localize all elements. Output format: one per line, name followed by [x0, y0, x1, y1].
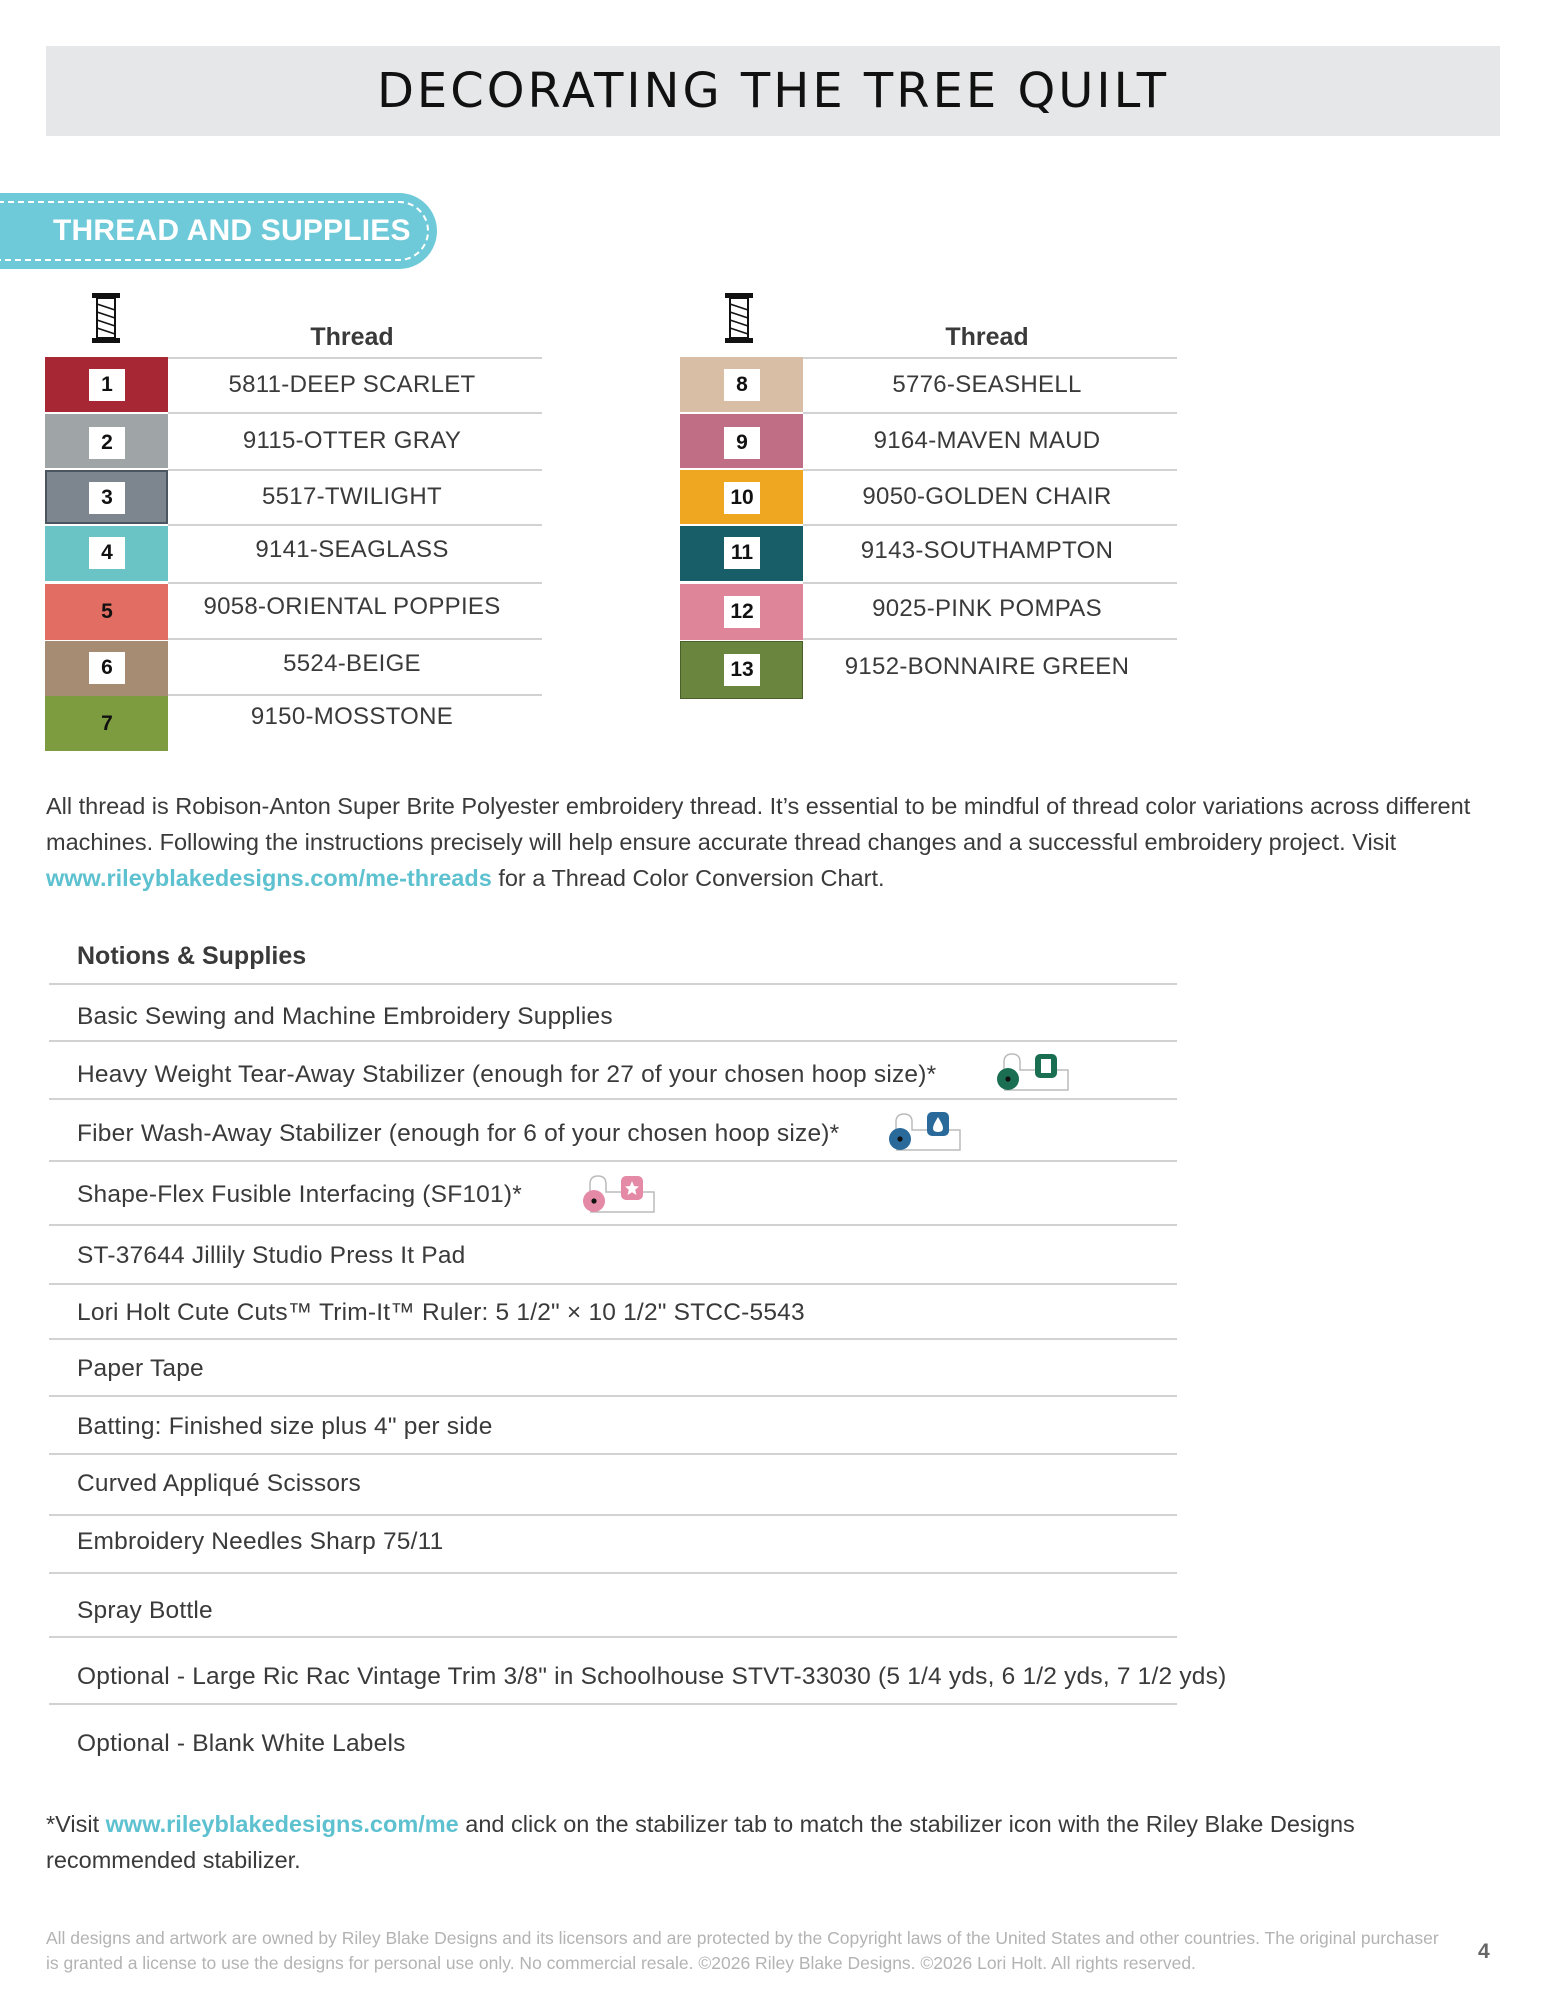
- thread-spool-icon: [724, 292, 754, 344]
- supply-item: Batting: Finished size plus 4" per side: [77, 1413, 493, 1440]
- table-divider: [49, 1636, 1177, 1638]
- thread-name: 9164-MAVEN MAUD: [873, 427, 1101, 454]
- thread-column-header: Thread: [310, 323, 394, 351]
- thread-swatch: [680, 641, 803, 699]
- table-divider: [168, 694, 542, 696]
- table-divider: [49, 1703, 1177, 1705]
- thread-swatch: [45, 414, 168, 468]
- page-title: DECORATING THE TREE QUILT: [376, 63, 1170, 119]
- supply-item: Heavy Weight Tear-Away Stabilizer (enough for 27 of your chosen hoop size)*: [77, 1061, 937, 1088]
- thread-number: 3: [89, 482, 125, 514]
- table-divider: [49, 1453, 1177, 1455]
- table-divider: [168, 524, 542, 526]
- table-divider: [49, 1395, 1177, 1397]
- table-divider: [168, 412, 542, 414]
- thread-number: 2: [89, 427, 125, 459]
- table-divider: [803, 412, 1177, 414]
- tear-away-stabilizer-icon: [990, 1048, 1070, 1092]
- fusible-interfacing-icon: [576, 1170, 656, 1214]
- thread-swatch: [680, 526, 803, 581]
- section-title: THREAD AND SUPPLIES: [53, 214, 411, 247]
- supply-item: Curved Appliqué Scissors: [77, 1470, 361, 1497]
- thread-number: 13: [724, 654, 760, 686]
- thread-name: 9025-PINK POMPAS: [872, 595, 1102, 622]
- table-divider: [803, 524, 1177, 526]
- thread-spool-icon: [91, 292, 121, 344]
- note-text: *Visit: [46, 1811, 106, 1837]
- table-divider: [49, 1572, 1177, 1574]
- thread-swatch: [45, 526, 168, 581]
- thread-name: 5811-DEEP SCARLET: [228, 371, 476, 398]
- supply-item: Optional - Blank White Labels: [77, 1730, 406, 1757]
- thread-number: 7: [101, 712, 113, 735]
- thread-number: 10: [724, 482, 760, 514]
- supply-item: Lori Holt Cute Cuts™ Trim-It™ Ruler: 5 1/2" × 10 1/2" STCC-5543: [77, 1299, 805, 1326]
- stabilizer-link[interactable]: www.rileyblakedesigns.com/me: [105, 1811, 459, 1837]
- thread-swatch: [45, 357, 168, 412]
- stabilizer-note: [46, 1806, 1500, 1878]
- table-divider: [803, 638, 1177, 640]
- thread-name: 5524-BEIGE: [283, 650, 421, 677]
- thread-swatch: [45, 584, 168, 640]
- table-divider: [49, 1098, 1177, 1100]
- table-divider: [49, 1338, 1177, 1340]
- thread-swatch: [45, 696, 168, 751]
- thread-number: 9: [724, 427, 760, 459]
- thread-swatch: [45, 470, 168, 524]
- thread-swatch: [680, 414, 803, 468]
- table-divider: [49, 1514, 1177, 1516]
- page-title-bar: [46, 46, 1500, 136]
- supply-item: Basic Sewing and Machine Embroidery Supplies: [77, 1003, 613, 1030]
- thread-name: 9115-OTTER GRAY: [242, 427, 462, 454]
- table-divider: [803, 357, 1177, 359]
- thread-number: 5: [101, 600, 113, 623]
- table-divider: [168, 469, 542, 471]
- table-divider: [49, 1040, 1177, 1042]
- paragraph-text: for a Thread Color Conversion Chart.: [491, 865, 885, 891]
- table-divider: [49, 983, 1177, 985]
- thread-number: 4: [89, 537, 125, 569]
- thread-number: 12: [724, 596, 760, 628]
- thread-number: 8: [724, 369, 760, 401]
- thread-number: 6: [89, 652, 125, 684]
- thread-number: 1: [89, 369, 125, 401]
- supply-item: Spray Bottle: [77, 1597, 213, 1624]
- notions-header: Notions & Supplies: [77, 942, 307, 970]
- table-divider: [49, 1224, 1177, 1226]
- table-divider: [168, 582, 542, 584]
- thread-name: 9050-GOLDEN CHAIR: [862, 483, 1112, 510]
- section-tab: [0, 196, 434, 266]
- thread-name: 9143-SOUTHAMPTON: [860, 537, 1114, 564]
- thread-number: 11: [724, 537, 760, 569]
- supply-item: Fiber Wash-Away Stabilizer (enough for 6 of your chosen hoop size)*: [77, 1120, 840, 1147]
- note-text: and click on the stabilizer tab to match the stabilizer icon with the Riley Blake Designs recommended stabilizer.: [46, 1811, 1355, 1873]
- thread-name: 9152-BONNAIRE GREEN: [844, 653, 1130, 680]
- supply-item: Paper Tape: [77, 1355, 204, 1382]
- wash-away-stabilizer-icon: [882, 1108, 962, 1152]
- table-divider: [803, 582, 1177, 584]
- thread-name: 5517-TWILIGHT: [262, 483, 442, 510]
- supply-item: Shape-Flex Fusible Interfacing (SF101)*: [77, 1181, 522, 1208]
- thread-swatch: [45, 641, 168, 696]
- supply-item: Optional - Large Ric Rac Vintage Trim 3/8" in Schoolhouse STVT-33030 (5 1/4 yds, 6 1/2 yds, 7 1/2 yds): [77, 1663, 1227, 1690]
- table-divider: [803, 469, 1177, 471]
- thread-chart-link[interactable]: www.rileyblakedesigns.com/me-threads: [46, 865, 492, 891]
- supply-item: ST-37644 Jillily Studio Press It Pad: [77, 1242, 466, 1269]
- page-number: 4: [1478, 1940, 1490, 1963]
- thread-swatch: [680, 357, 803, 412]
- thread-swatch: [680, 470, 803, 524]
- table-divider: [49, 1160, 1177, 1162]
- supply-item: Embroidery Needles Sharp 75/11: [77, 1528, 444, 1555]
- thread-name: 5776-SEASHELL: [892, 371, 1082, 398]
- thread-column-header: Thread: [945, 323, 1029, 351]
- table-divider: [168, 357, 542, 359]
- copyright-footer: All designs and artwork are owned by Riley Blake Designs and its licensors and are protected by the Copyright laws of the United States and other countries. The original purchaser is granted a license to use the designs for personal use only. No commercial resale. ©2026 Riley Blake Designs. ©2026 Lori Holt. All rights reserved.: [46, 1928, 1439, 1973]
- paragraph-text: All thread is Robison-Anton Super Brite Polyester embroidery thread. It’s essential to be mindful of thread color variations across different machines. Following the instructions precisely will help ensure accurate thread changes and a successful embroidery project. Visit: [46, 793, 1471, 855]
- thread-name: 9058-ORIENTAL POPPIES: [203, 593, 501, 620]
- thread-name: 9141-SEAGLASS: [255, 536, 449, 563]
- table-divider: [49, 1283, 1177, 1285]
- thread-info-paragraph: [46, 788, 1500, 896]
- table-divider: [168, 638, 542, 640]
- thread-name: 9150-MOSSTONE: [250, 703, 454, 730]
- thread-swatch: [680, 584, 803, 640]
